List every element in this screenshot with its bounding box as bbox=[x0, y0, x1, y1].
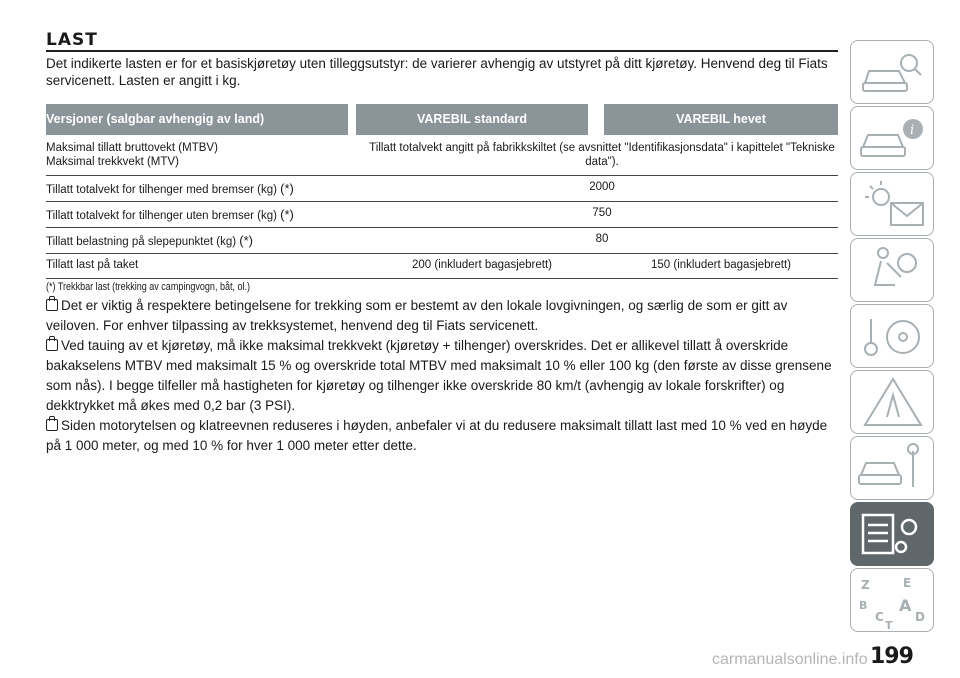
row-value: 750 bbox=[592, 207, 612, 219]
svg-text:B: B bbox=[859, 599, 868, 612]
paragraph: Siden motorytelsen og klatreevnen reduseres i høyden, anbefaler vi at du redusere maksimalt tillatt last med 10 % ved en høyde på 1 000 meter, og med 10 % for hver 1 000 meter etter dette. bbox=[46, 418, 828, 453]
watermark: carmanualsonline.info bbox=[712, 651, 868, 668]
row-value-raised: 150 (inkludert bagasjebrett) bbox=[651, 259, 791, 271]
section-title: LAST bbox=[46, 30, 98, 50]
footnote-mark: (*) bbox=[280, 181, 294, 196]
briefcase-icon bbox=[46, 299, 58, 311]
car-info-icon bbox=[851, 107, 935, 171]
table-footnote: (*) Trekkbar last (trekking av campingvogn, båt, ol.) bbox=[46, 281, 251, 293]
chapter-tab[interactable] bbox=[850, 40, 934, 104]
page-number: 199 bbox=[870, 644, 913, 669]
car-wrench-icon bbox=[851, 437, 935, 501]
airbag-seat-icon bbox=[851, 239, 935, 303]
chapter-tab[interactable] bbox=[850, 436, 934, 500]
footnote-mark: (*) bbox=[239, 233, 253, 248]
row-value-standard: 200 (inkludert bagasjebrett) bbox=[412, 259, 552, 271]
row-label: Tillatt totalvekt for tilhenger uten bremser (kg) (*) bbox=[46, 207, 294, 222]
chapter-tab[interactable] bbox=[850, 172, 934, 236]
table-row bbox=[46, 228, 838, 254]
row-value: 80 bbox=[595, 233, 609, 245]
chapter-tab[interactable] bbox=[850, 238, 934, 302]
table-row bbox=[46, 139, 838, 176]
svg-text:T: T bbox=[885, 619, 893, 632]
paragraph: Ved tauing av et kjøretøy, må ikke maksimal trekkvekt (kjøretøy + tilhenger) overskrides. Det er allikevel tillatt å overskride bakakselens MTBV med maksimalt 15 % og overskride total MTBV med maksimalt 10 % eller 100 kg (den første av disse grensene som nås). I begge tilfeller må hastigheten for kjøretøy og tilhenger ikke overskride 80 km/t (avhengig av lokale forskrifter) og dekktrykket må økes med 0,2 bar (3 PSI). bbox=[46, 338, 832, 413]
intro-text: Det indikerte lasten er for et basiskjøretøy uten tilleggsutstyr: de varierer avhengig av utstyret på ditt kjøretøy. Henvend deg til Fiats servicenett. Lasten er angitt i kg. bbox=[46, 56, 828, 88]
briefcase-icon bbox=[46, 419, 58, 431]
car-search-icon bbox=[851, 41, 935, 105]
warning-road-icon bbox=[851, 371, 935, 435]
svg-text:D: D bbox=[915, 610, 925, 624]
row-value: 2000 bbox=[589, 181, 615, 193]
briefcase-icon bbox=[46, 339, 58, 351]
warning-light-message-icon bbox=[851, 173, 935, 237]
technical-data-icon bbox=[851, 503, 935, 567]
svg-text:Z: Z bbox=[861, 578, 870, 592]
svg-text:C: C bbox=[875, 610, 884, 624]
title-rule bbox=[46, 50, 838, 52]
chapter-tab[interactable] bbox=[850, 106, 934, 170]
row-label: Tillatt totalvekt for tilhenger med bremser (kg) (*) bbox=[46, 181, 294, 196]
row-value: Tillatt totalvekt angitt på fabrikkskiltet (se avsnittet "Identifikasjonsdata" i kapittelet "Tekniske data"). bbox=[369, 142, 835, 168]
alphabet-index-icon bbox=[851, 569, 935, 633]
chapter-tab[interactable] bbox=[850, 568, 934, 632]
chapter-tab[interactable] bbox=[850, 304, 934, 368]
svg-text:i: i bbox=[910, 123, 915, 138]
row-label: Maksimal tillatt bruttovekt (MTBV) Maksimal trekkvekt (MTV) bbox=[46, 142, 218, 168]
svg-text:E: E bbox=[903, 576, 912, 590]
row-label: Tillatt last på taket bbox=[46, 259, 139, 271]
svg-text:A: A bbox=[899, 596, 912, 615]
chapter-tab-active[interactable] bbox=[850, 502, 934, 566]
key-steering-wheel-icon bbox=[851, 305, 935, 369]
row-label: Tillatt belastning på slepepunktet (kg) (*) bbox=[46, 233, 253, 248]
table-row bbox=[46, 254, 838, 279]
footnote-mark: (*) bbox=[280, 207, 294, 222]
table-header-versions: Versjoner (salgbar avhengig av land) bbox=[46, 104, 348, 135]
table-row bbox=[46, 202, 838, 228]
paragraph: Det er viktig å respektere betingelsene for trekking som er bestemt av den lokale lovgivningen, og særlig de som er gitt av veiloven. For enhver tilpassing av trekksystemet, henvend deg til Fiats servicenett. bbox=[46, 298, 788, 333]
table-header-raised: VAREBIL hevet bbox=[604, 104, 838, 135]
table-row bbox=[46, 176, 838, 202]
table-header-standard: VAREBIL standard bbox=[356, 104, 588, 135]
chapter-tab[interactable] bbox=[850, 370, 934, 434]
